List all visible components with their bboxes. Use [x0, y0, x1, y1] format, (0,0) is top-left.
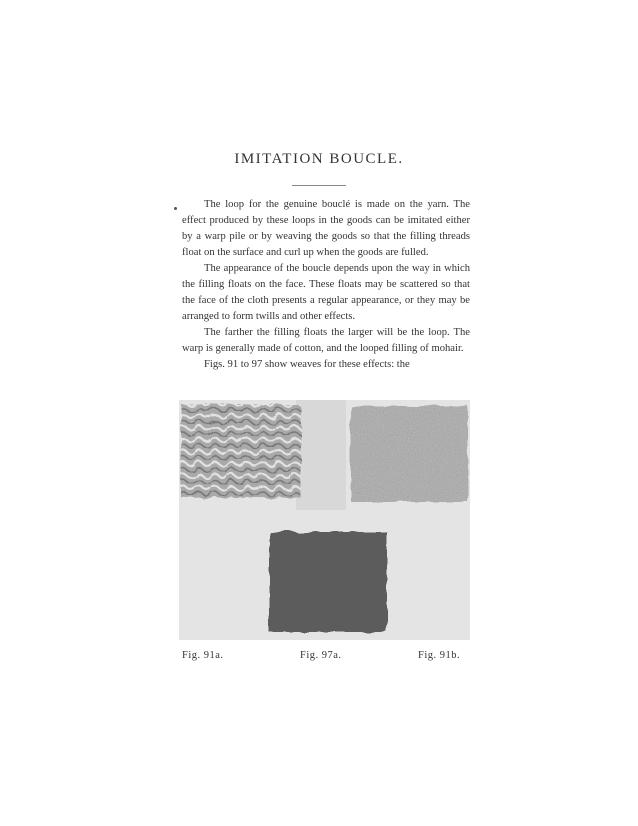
- sample-91a: [181, 404, 301, 498]
- body-text: [182, 197, 470, 374]
- fabric-plate: [179, 400, 470, 640]
- paragraph-2: The appearance of the boucle depends upon the way in which the filling floats on the face. These floats may be scattered so that the face of the cloth presents a regular appearance, or they may be arranged to form twills and other effects.: [182, 263, 470, 323]
- caption-fig-91a: Fig. 91a.: [182, 650, 224, 661]
- sample-97a: [269, 532, 387, 632]
- fabric-photo: [179, 400, 470, 640]
- margin-mark: [174, 207, 177, 210]
- page-heading: IMITATION BOUCLE.: [234, 151, 404, 167]
- heading-rule: [292, 185, 346, 186]
- paragraph-3: The farther the filling floats the larger will be the loop. The warp is generally made of cotton, and the looped filling of mohair.: [182, 327, 470, 355]
- divider-shadow-left: [296, 400, 346, 510]
- caption-fig-97a: Fig. 97a.: [300, 650, 342, 661]
- paragraph-4: Figs. 91 to 97 show weaves for these effects: the: [204, 359, 410, 371]
- sample-91b: [351, 406, 468, 502]
- paragraph-1: The loop for the genuine bouclé is made on the yarn. The effect produced by these loops in the goods can be imitated either by a warp pile or by weaving the goods so that the filling threads float on the surface and curl up when the goods are fulled.: [182, 199, 470, 259]
- caption-fig-91b: Fig. 91b.: [418, 650, 461, 661]
